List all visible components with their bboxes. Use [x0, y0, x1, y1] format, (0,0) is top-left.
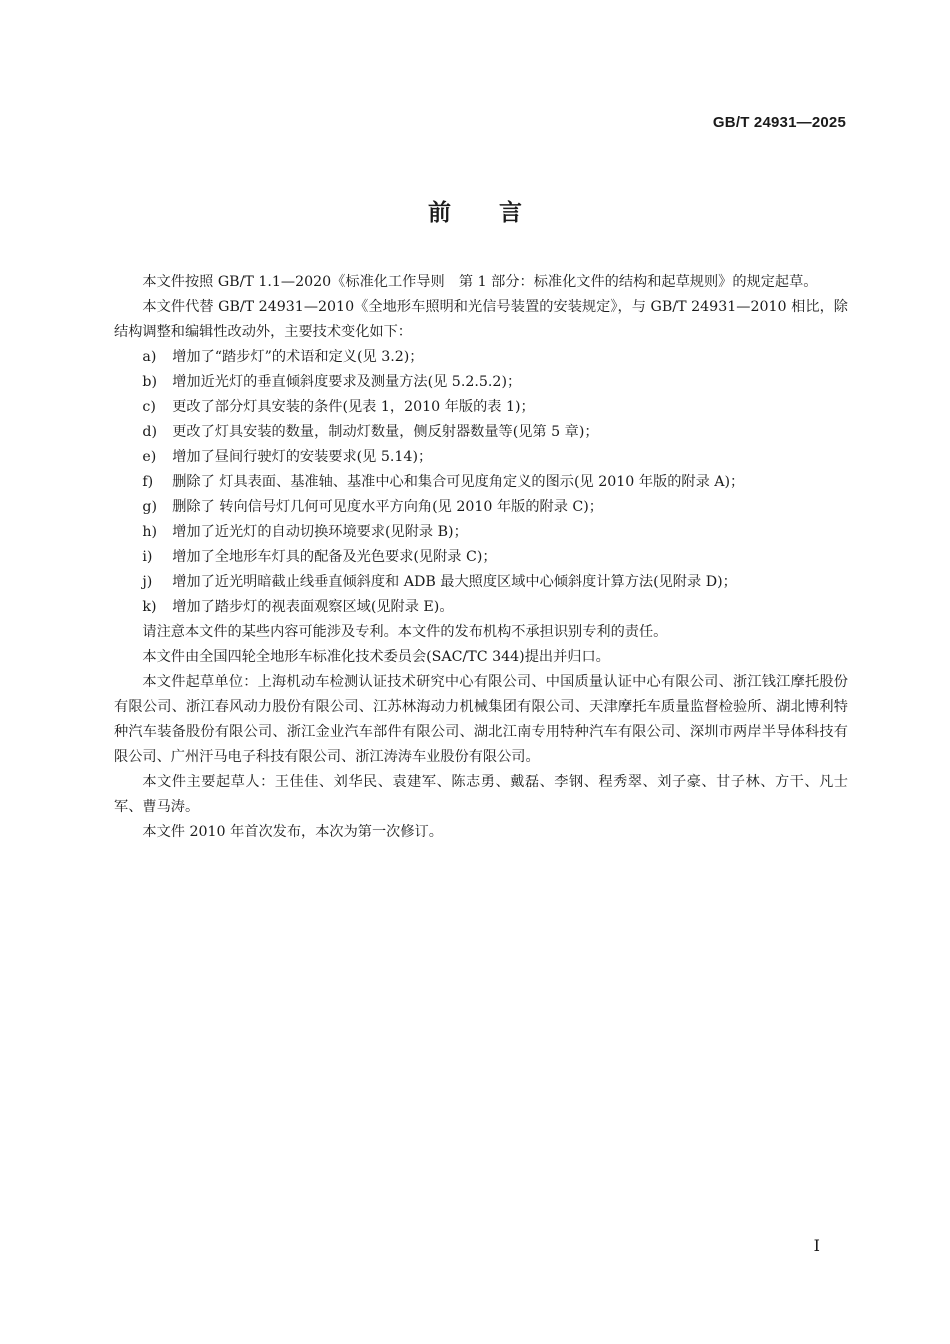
list-item-label: e) [142, 449, 157, 465]
list-item [114, 345, 848, 370]
list-item [114, 445, 848, 470]
list-item [114, 570, 848, 595]
paragraph-drafters: 本文件主要起草人：王佳佳、刘华民、袁建军、陈志勇、戴磊、李钢、程秀翠、刘子豪、甘子林、方干、凡士军、曹马涛。 [114, 774, 848, 815]
list-item-text: 增加了踏步灯的视表面观察区域(见附录 E)。 [172, 599, 454, 615]
list-item-label: c) [142, 399, 156, 415]
paragraph-replacement: 本文件代替 GB/T 24931—2010《全地形车照明和光信号装置的安装规定》，与 GB/T 24931—2010 相比，除结构调整和编辑性改动外，主要技术变化如下： [114, 299, 848, 340]
list-item [114, 545, 848, 570]
list-item-label: d) [142, 424, 158, 440]
list-item [114, 395, 848, 420]
page-number: I [813, 1236, 820, 1255]
list-item-text: 增加了全地形车灯具的配备及光色要求(见附录 C)； [172, 549, 497, 565]
paragraph-drafting-units: 本文件起草单位：上海机动车检测认证技术研究中心有限公司、中国质量认证中心有限公司、浙江钱江摩托股份有限公司、浙江春风动力股份有限公司、江苏林海动力机械集团有限公司、天津摩托车质量监督检验所、湖北博利特种汽车装备股份有限公司、浙江金业汽车部件有限公司、湖北江南专用特种汽车有限公司、深圳市两岸半导体科技有限公司、广州汗马电子科技有限公司、浙江涛涛车业股份有限公司。 [114, 674, 848, 765]
list-item [114, 595, 848, 620]
list-item-label: j) [142, 574, 153, 590]
list-item-text: 删除了 灯具表面、基准轴、基准中心和集合可见度角定义的图示(见 2010 年版的附录 A)； [172, 474, 745, 490]
list-item [114, 370, 848, 395]
list-item-text: 增加了近光明暗截止线垂直倾斜度和 ADB 最大照度区域中心倾斜度计算方法(见附录 D)； [172, 574, 737, 590]
list-item-text: 增加了昼间行驶灯的安装要求(见 5.14)； [172, 449, 433, 465]
list-item-text: 更改了部分灯具安装的条件(见表 1，2010 年版的表 1)； [172, 399, 535, 415]
paragraph-history: 本文件 2010 年首次发布，本次为第一次修订。 [142, 824, 443, 840]
list-item-text: 删除了 转向信号灯几何可见度水平方向角(见 2010 年版的附录 C)； [172, 499, 603, 515]
list-item-label: a) [142, 349, 157, 365]
list-item [114, 495, 848, 520]
list-item-label: k) [142, 599, 157, 615]
list-item-label: f) [142, 474, 154, 490]
paragraph-committee: 本文件由全国四轮全地形车标准化技术委员会(SAC/TC 344)提出并归口。 [142, 649, 610, 665]
list-item-label: h) [142, 524, 158, 540]
list-item [114, 420, 848, 445]
list-item-text: 增加了近光灯的自动切换环境要求(见附录 B)； [172, 524, 468, 540]
paragraph-patent-notice: 请注意本文件的某些内容可能涉及专利。本文件的发布机构不承担识别专利的责任。 [142, 624, 668, 640]
list-item [114, 520, 848, 545]
page-title: 前言 [428, 200, 570, 226]
foreword-body [114, 270, 848, 845]
list-item-label: i) [142, 549, 153, 565]
list-item [114, 470, 848, 495]
list-item-label: g) [142, 499, 158, 515]
list-item-text: 增加近光灯的垂直倾斜度要求及测量方法(见 5.2.5.2)； [172, 374, 522, 390]
standard-code: GB/T 24931—2025 [712, 114, 846, 131]
changes-list [114, 345, 848, 620]
list-item-label: b) [142, 374, 158, 390]
list-item-text: 更改了灯具安装的数量，制动灯数量，侧反射器数量等(见第 5 章)； [172, 424, 599, 440]
list-item-text: 增加了“踏步灯”的术语和定义(见 3.2)； [172, 349, 424, 365]
paragraph-drafting-rules: 本文件按照 GB/T 1.1—2020《标准化工作导则 第 1 部分：标准化文件的结构和起草规则》的规定起草。 [142, 274, 818, 290]
